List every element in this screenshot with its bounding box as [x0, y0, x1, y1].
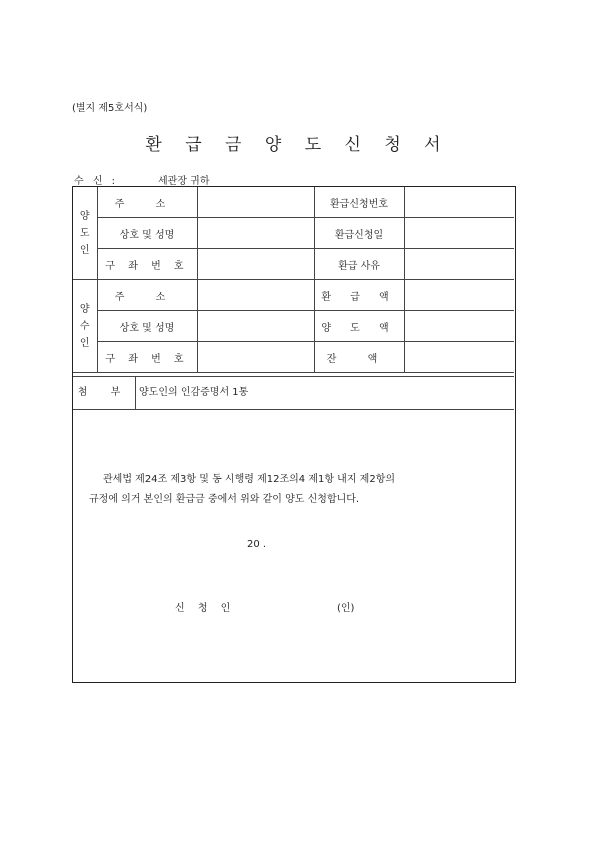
refund-reason-label: 환급 사유: [314, 249, 404, 280]
recipient-value: 세관장 귀하: [158, 176, 210, 187]
form-frame: [72, 186, 516, 683]
transferee-group-label: 양 수 인: [73, 280, 97, 373]
party-table: [73, 187, 514, 373]
form-note: (별지 제5호서식): [72, 103, 148, 114]
refund-amount-label: 환 급 액: [314, 280, 404, 311]
table-row: [73, 218, 514, 249]
refund-application-date-field[interactable]: [404, 218, 514, 249]
transferor-group-label: 양 도 인: [73, 187, 97, 280]
recipient-line: [74, 172, 210, 187]
attachment-label: 첨 부: [73, 377, 136, 409]
date-line[interactable]: 20 .: [247, 539, 267, 550]
attachment-row: [73, 376, 514, 410]
refund-application-number-field[interactable]: [404, 187, 514, 218]
transfer-amount-field[interactable]: [404, 311, 514, 342]
table-row: [73, 249, 514, 280]
transferor-name-label: 상호 및 성명: [97, 218, 197, 249]
refund-application-number-label: 환급신청번호: [314, 187, 404, 218]
form-title: 환 급 금 양 도 신 청 서: [145, 135, 450, 155]
balance-field[interactable]: [404, 342, 514, 373]
statement-line-2: 규정에 의거 본인의 환급금 중에서 위와 같이 양도 신청합니다.: [89, 494, 360, 505]
transferor-account-field[interactable]: [197, 249, 314, 280]
recipient-label: 수 신 :: [74, 176, 119, 187]
transferor-address-field[interactable]: [197, 187, 314, 218]
transferor-name-field[interactable]: [197, 218, 314, 249]
refund-reason-field[interactable]: [404, 249, 514, 280]
refund-application-date-label: 환급신청일: [314, 218, 404, 249]
transfer-amount-label: 양 도 액: [314, 311, 404, 342]
refund-amount-field[interactable]: [404, 280, 514, 311]
transferee-name-label: 상호 및 성명: [97, 311, 197, 342]
table-row: [73, 311, 514, 342]
transferee-address-label: 주 소: [97, 280, 197, 311]
transferor-address-label: 주 소: [97, 187, 197, 218]
attachment-value: 양도인의 인감증명서 1통: [139, 387, 249, 398]
statement-text: [89, 470, 499, 510]
applicant-label: 신 청 인: [175, 603, 236, 614]
table-row: [73, 342, 514, 373]
transferee-name-field[interactable]: [197, 311, 314, 342]
transferee-account-label: 구 좌 번 호: [97, 342, 197, 373]
applicant-seal: (인): [337, 603, 355, 614]
transferee-address-field[interactable]: [197, 280, 314, 311]
table-row: [73, 187, 514, 218]
transferor-account-label: 구 좌 번 호: [97, 249, 197, 280]
balance-label: 잔 액: [314, 342, 404, 373]
table-row: [73, 280, 514, 311]
statement-line-1: 관세법 제24조 제3항 및 동 시행령 제12조의4 제1항 내지 제2항의: [103, 474, 396, 485]
transferee-account-field[interactable]: [197, 342, 314, 373]
